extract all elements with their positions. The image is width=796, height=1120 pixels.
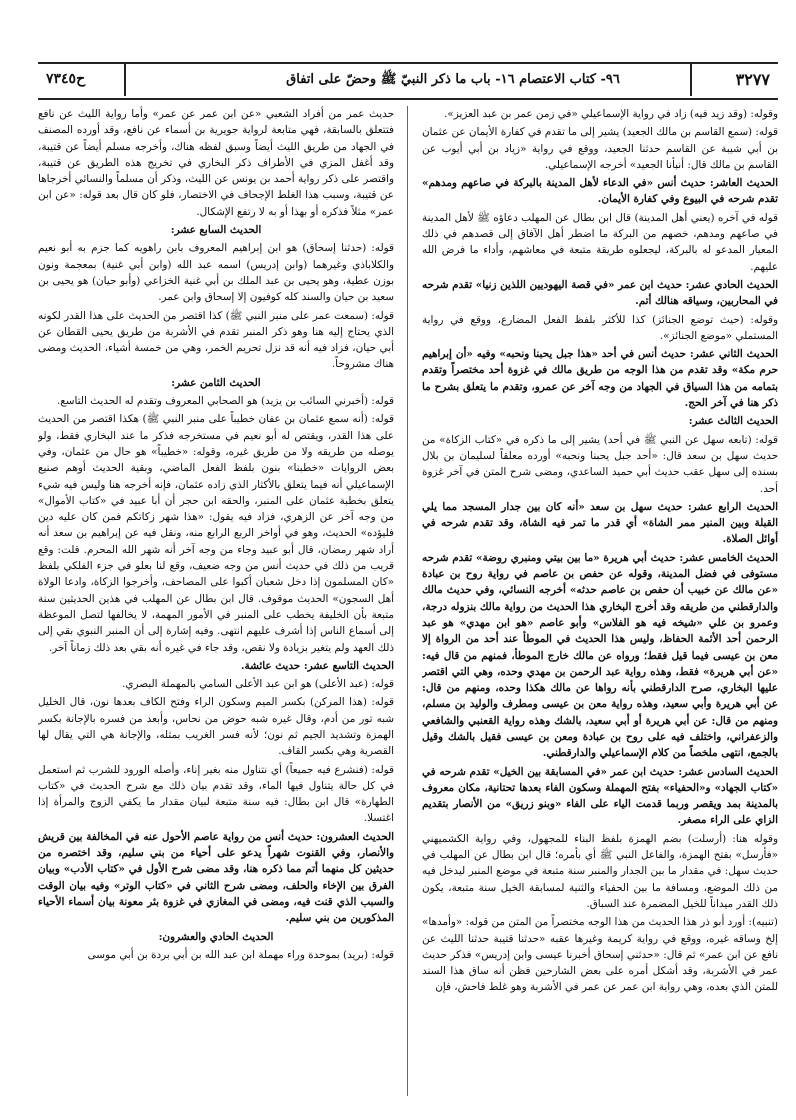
section-heading-paragraph: الحديث السابع عشر: (170, 224, 262, 237)
section-heading-paragraph: الحديث الرابع عشر: حديث سهل بن سعد «أنه كان بين جدار المسجد مما يلي القبلة وبين المنبر ممر الشاة» أي قدر ما تمر فيه الشاة، وقد تقدم شرحه في أوائل الصلاة. (422, 500, 778, 546)
text-paragraph: قوله: (عبد الأعلى) هو ابن عبد الأعلى السامي بالمهملة البصري. (122, 678, 394, 691)
document-page (38, 62, 778, 1102)
right-column (422, 106, 778, 1096)
page-header (38, 62, 778, 100)
hadith-reference: ح٧٣٤٥ (46, 71, 86, 87)
left-column (38, 106, 394, 1096)
text-paragraph: حديث عمر من أفراد الشعبي «عن ابن عمر عن عمر» وأما رواية الليث عن نافع فتتعلق بالسابقة، فهي متابعة لرواية جويرية بن أسماء عن نافع، وقد أورده المصنف في الجهاد من طريق الليث أيضاً وسبق لفظه هناك، وأخرجه مسلم أيضاً عن قتيبة، وقد أغفل المزي في الأطراف ذكر البخاري في تخريج هذه الطريق عن قتيبة، واقتصر على ذكر رواية أحمد بن يونس عن الليث، وذكر أن مسلماً والنسائي أخرجاها عن قتيبة، وسبب هذا الغلط الإجحاف في الاختصار، فلو كان قال بعد قوله: «عن ابن عمر» مثلاً فذكره أو بهذا أو به لا رتفع الإشكال. (38, 108, 394, 218)
text-paragraph: وقوله: (حيث توضع الجنائز) كذا للأكثر بلفظ الفعل المضارع، ووقع في رواية المستملي «موضع الجنائز». (422, 313, 778, 342)
section-heading-paragraph: الحديث الخامس عشر: حديث أبي هريرة «ما بين بيتي ومنبري روضة» تقدم شرحه مستوفى في فضل المدينة، وقوله عن حفص بن عاصم في رواية روح بن عبادة «عن مالك عن خبيب أن حفص بن عاصم حدثه» أخرجه النسائي، وفي حديث مالك والدارقطني من طريقه وقد أخرج البخاري هذا الحديث من رواية مالك بنزوله درجة، وعمرو بن علي «شيخه فيه هو الفلاس» وأبو عاصم «هو ابن مهدي» هو عبد الرحمن أحد الأئمة الحفاظ، وليس هذا الحديث في الموطأ عند أحد من الرواة إلا معن بن عيسى فيما قيل فقط؛ ورواه عن مالك خارج الموطأ، فمنهم من قال فيه: «عن أبي هريرة» فقط، وهذه رواية عبد الرحمن بن مهدي وحده، وهي التي اقتصر عليها البخاري، صرح الدارقطني بأنه رواها عن مالك هكذا وحده، ومنهم من قال: عن أبي هريرة وأبي سعيد، وهذه رواية معن بن عيسى ومطرف والوليد بن مسلم، ومنهم من قال: عن أبي هريرة أو أبي سعيد، بالشك وهذه رواية القعنبي والشافعي والزعفراني، واختلف فيه على روح بن عبادة ومعن بن عيسى فقيل بالشك وقيل بالجمع، انتهى ملخصاً من كلام الإسماعيلي والدارقطني. (422, 551, 778, 760)
column-divider (407, 106, 408, 1096)
section-heading-paragraph: الحديث الثامن عشر: (171, 376, 261, 389)
header-separator (124, 62, 126, 96)
section-heading-paragraph: الحديث السادس عشر: حديث ابن عمر «في المسابقة بين الخيل» تقدم شرحه في «كتاب الجهاد» و«الحفياء» بفتح المهملة وسكون الفاء بعدها تحتانية، مكان معروف بالمدينة بمد ويقصر وربما قدمت الياء على الفاء «وبنو زريق» من الأنصار بتقديم الزاي على الراء مصغر. (422, 765, 778, 827)
section-heading-paragraph: الحديث الثاني عشر: حديث أنس في أحد «هذا جبل يحبنا ونحبه» وفيه «أن إبراهيم حرم مكة» وقد تقدم من هذا الوجه من طريق مالك في غزوة أحد مختصراً وتقدم بتمامه من هذا السياق في الجهاد من وجه آخر عن عمرو، وتقدم ما يتعلق بشرح ما ذكر هنا في آخر الحج. (422, 348, 778, 410)
section-heading-paragraph: الحديث التاسع عشر: حديث عائشة. (240, 659, 394, 672)
text-paragraph: قوله: (سمع القاسم بن مالك الجعيد) يشير إلى ما تقدم في كفارة الأيمان عن عثمان بن أبي شيبة عن القاسم حدثنا الجعيد، ووقع في رواية «زياد بن أبي أيوب عن القاسم بن مالك قال: أنبأنا الجعيد» أخرجه الإسماعيلي. (422, 126, 778, 171)
text-paragraph: قوله: (حدثنا إسحاق) هو ابن إبراهيم المعروف بابن راهويه كما جزم به أبو نعيم والكلاباذي وغيرهما (وابن إدريس) اسمه عبد الله (وابن أبي غنية) بمعجمة ونون بوزن عطية، وهو يحيى بن عبد الملك بن أبي غنية الخزاعي (وأبو حيان) هو يحيى بن سعيد بن حيان والسند كله كوفيون إلا إسحاق وابن عمر. (38, 242, 394, 304)
section-heading-paragraph: الحديث الثالث عشر: (688, 415, 778, 428)
text-paragraph: قوله في آخره (يعني أهل المدينة) قال ابن بطال عن المهلب دعاؤه ﷺ لأهل المدينة في صاعهم ومدهم، خصهم من البركة ما اضطر أهل الآفاق إلى قصدهم في ذلك المعيار المدعو له بالبركة، ليجعلوه طريقة متبعة في معاشهم، وأداء ما فرض الله عليهم. (422, 211, 778, 273)
section-heading-paragraph: الحديث العشرون: حديث أنس من رواية عاصم الأحول عنه في المخالفة بين قريش والأنصار، وفي القنوت شهراً يدعو على أحياء من بني سليم، وقد اختصره من حديثين كل منهما أتم مما ذكره هنا، وقد مضى شرح الأول في «كتاب الأدب» وبيان الفرق بين الإخاء والحلف، ومضى شرح الثاني في «كتاب الوتر» وفيه بيان الوقت والسبب الذي قنت فيه، ومضى في المغازي في غزوة بئر معونة بيان أسماء الأحياء المذكورين من بني سليم. (38, 830, 394, 925)
text-paragraph: قوله: (هذا المركن) بكسر الميم وسكون الراء وفتح الكاف بعدها نون، قال الخليل شبه تور من أدم، وقال غيره شبه حوض من نحاس، وأبعد من فسره بالإجانة بكسر الهمزة وتشديد الجيم ثم نون؛ لأنه فسر الغريب بمثله، والإجانة هي التي يقال لها القصرية وهي بكسر القاف. (38, 696, 394, 758)
running-title: ٩٦- كتاب الاعتصام ١٦- باب ما ذكر النبيّ ﷺ وحضّ على اتفاق (286, 72, 620, 87)
text-paragraph: قوله: (سمعت عمر على منبر النبي ﷺ) كذا اقتصر من الحديث على هذا القدر لكونه الذي يحتاج إليه هنا وهو ذكر المنبر تقدم في الأشربة من طريق يحيى القطان عن أبي حيان، فزاد فيه أنه قد نزل تحريم الخمر، وهي من خمسة أشياء، الحديث ومضى هناك مشروحاً. (38, 309, 394, 371)
page-number: ٣٢٧٧ (735, 70, 770, 89)
section-heading-paragraph: الحديث العاشر: حديث أنس «في الدعاء لأهل المدينة بالبركة في صاعهم ومدهم» تقدم شرحه في البيوع وفي كفارة الأيمان. (422, 177, 778, 206)
text-paragraph: وقوله: (وقد زيد فيه) زاد في رواية الإسماعيلي «في زمن عمر بن عبد العزيز». (444, 108, 778, 120)
text-body (38, 106, 778, 1096)
text-paragraph: قوله: (فنشرع فيه جميعاً) أي نتناول منه بغير إناء، وأصله الورود للشرب ثم استعمل في كل حالة يتناول فيها الماء، وقد تقدم بيان ذلك مع شرح الحديث في «كتاب الطهارة» قال ابن بطال: فيه سنة متبعة لبيان مقدار ما يكفي الزوج والمرأة إذا اغتسلا. (38, 763, 394, 825)
header-separator (690, 62, 692, 96)
text-paragraph: (تنبيه): أورد أبو ذر هذا الحديث من هذا الوجه مختصراً من المتن من قوله: «وأمدها» إلخ وساقه غيره، ووقع في رواية كريمة وغيرها عقبه «حدثنا قتيبة حدثنا الليث عن نافع عن ابن عمر» ثم قال: «حدثني إسحاق أخبرنا عيسى وابن إدريس» فذكر حديث عمر في الأشربة، وقد أشكل أمره على بعض الشارحين فظن أنه ساق هذا السند للمتن الذي بعده، وهي رواية ابن عمر عن عمر في الأشربة وهو غلط فاحش، فإن (422, 916, 778, 994)
text-paragraph: قوله: (بريد) بموحدة وراء مهملة ابن عبد الله بن أبي بردة بن أبي موسى (87, 948, 394, 961)
section-heading-paragraph: الحديث الحادي عشر: حديث ابن عمر «في قصة اليهوديين اللذين زنيا» تقدم شرحه في المحاربين، وسياقه هنالك أتم. (422, 278, 778, 308)
section-heading-paragraph: الحديث الحادي والعشرون: (158, 930, 274, 943)
text-paragraph: وقوله هنا: (أرسلت) بضم الهمزة بلفظ البناء للمجهول، وفي رواية الكشميهني «فأرسل» بفتح الهمزة، والفاعل النبي ﷺ أي بأمره؛ قال ابن بطال عن المهلب في حديث سهل: في مقدار ما بين الجدار والمنبر سنة متبعة في موضع المنبر ليدخل فيه من ذلك الموضع، ومسافة ما بين الحفياء والثنية لمسابقة الخيل سنة متبعة، يكون ذلك القدر ميداناً للخيل المضمرة عند السباق. (422, 832, 778, 910)
text-paragraph: قوله: (تابعه سهل عن النبي ﷺ في أحد) يشير إلى ما ذكره في «كتاب الزكاة» من حديث سهل بن سعد قال: «أحد جبل يحبنا ونحبه» أورده معلقاً لسليمان بن بلال بسنده إلى سهل عقب حديث أبي حميد الساعدي، ومضى شرح المتن في آخر غزوة أحد. (422, 433, 778, 495)
text-paragraph: قوله: (أنه سمع عثمان بن عفان خطيباً على منبر النبي ﷺ) هكذا اقتصر من الحديث على هذا القدر، ويقتص له أبو نعيم في مستخرجه فذكر ما عند البخاري فقط، ولو يوصله من طريقه ولا من طريق غيره، وقوله: «خطيباً» هو حال من عثمان، وفي بعض الروايات «خطبنا» بنون بلفظ الفعل الماضي، وبقية الحديث أوهم صنيع الإسماعيلي أنه فيما يتعلق بالأكثار الذي زاده عثمان، فإنه أخرجه هنا وليس فيه شيء يتعلق بخطبة عثمان على المنبر، والحقه ابن حجر أن أبا عبيد في «كتاب الأموال» من وجه آخر عن الزهري، فزاد فيه يقول: «هذا شهر زكاتكم فمن كان عليه دين فليؤده» الحديث، وهو في أواخر الربع الرابع منه، ونقل فيه عن إبراهيم بن سعد أنه أراد شهر رمضان، قال أبو عبيد وجاء من وجه آخر أنه شهر الله المحرم. قلت: وقع قريب من ذلك في حديث أنس من وجه ضعيف، وقع لنا بعلو في جزء الفلكي بلفظ «كان المسلمون إذا دخل شعبان أكبوا على المصاحف، وأخرجوا الزكاة، وادعا الولاة أهل السجون» الحديث موقوف. قال ابن بطال عن المهلب في هذين الحديثين سنة متبعة بأن الخليفة يخطب على المنبر في الأمور المهمة، لا يخالفها لتصل الموعظة إلى أسماع الناس إذا أشرف عليهم انتهى. وفيه إشارة إلى أن المنبر النبوي بقي إلى ذلك العهد ولم يتغير بزيادة ولا نقص، وقد جاء في غيره أنه بقي بعد ذلك زماناً آخر. (38, 413, 394, 654)
text-paragraph: قوله: (أخبرني السائب بن يزيد) هو الصحابي المعروف وتقدم له الحديث التاسع. (56, 395, 394, 408)
